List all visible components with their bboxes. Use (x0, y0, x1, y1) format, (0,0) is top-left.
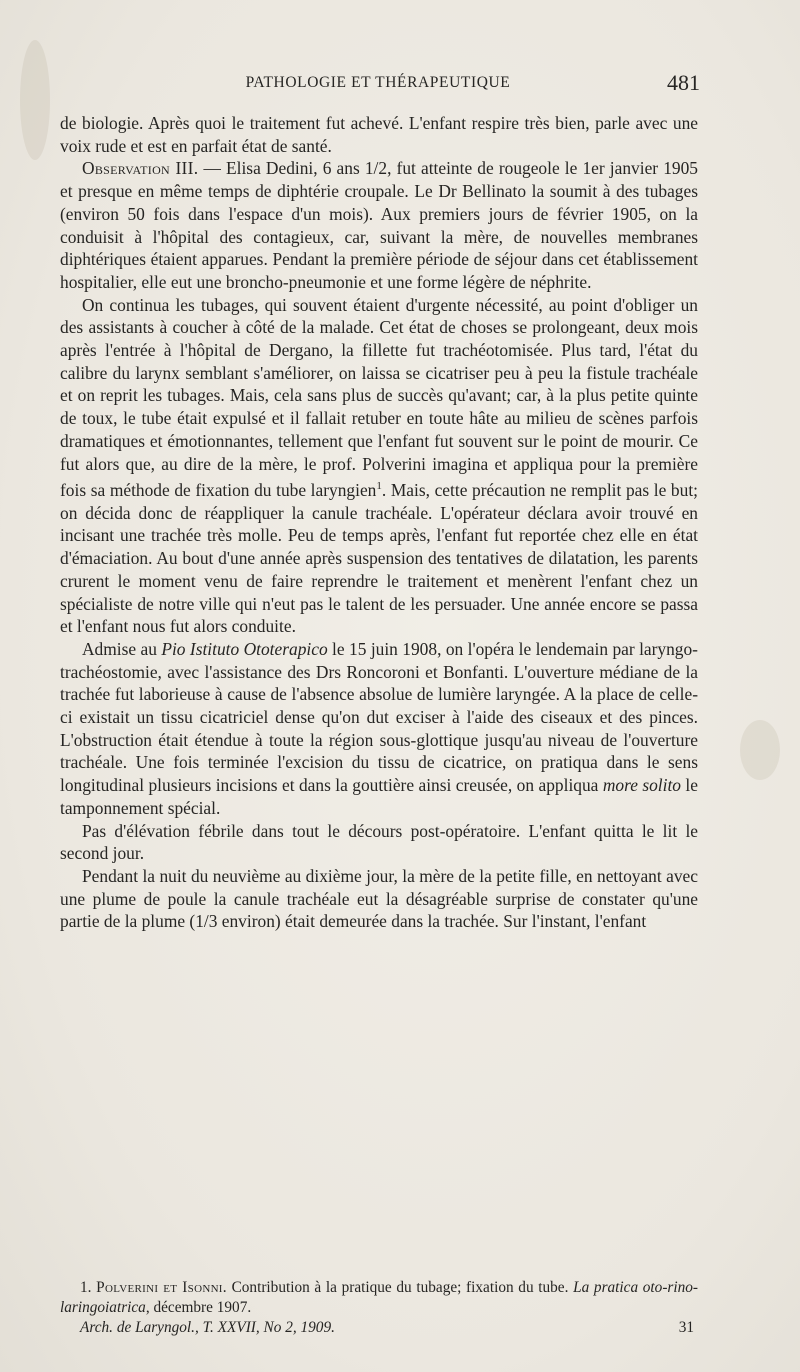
paragraph-4-a: Admise au (82, 638, 162, 659)
footnote-1 (60, 1278, 698, 1318)
footnote-text-a: Contribution à la pratique du tubage; fixation du tube. (226, 1279, 574, 1296)
institute-name: Pio Istituto Ototerapico (161, 638, 328, 659)
signature-line (60, 1318, 698, 1338)
page-number: 481 (667, 70, 700, 95)
paragraph-3 (60, 294, 698, 638)
paper-stain (740, 720, 780, 780)
paragraph-3-text: On continua les tubages, qui souvent étaient d'urgente nécessité, au point d'obliger un des assistants à coucher à côté de la malade. Cet état de choses se prolongeant, deux mois après l'entrée à l'hôpital de Dergano, la fillette fut trachéotomisée. Plus tard, l'état du calibre du larynx semblant s'améliorer, on laissa se cicatriser peu à peu la fistule trachéale et on reprit les tubages. Mais, cela sans plus de succès qu'avant; car, à la plus petite quinte de toux, le tube était expulsé et il fallait retuber en toute hâte au milieu de scènes parfois dramatiques et émotionnantes, tellement que l'enfant fut souvent sur le point de mourir. Ce fut alors que, au dire de la mère, le prof. Polverini imagina et appliqua pour la première fois sa méthode de fixation du tube laryngien (60, 294, 698, 501)
paragraph-3-tail: . Mais, cette précaution ne remplit pas le but; on décida donc de réappliquer la canule trachéale. L'opérateur déclara avoir trouvé en incisant une trachée très molle. Peu de temps après, l'enfant fut reportée chez elle en état d'émaciation. Au bout d'une année après suspension des tentatives de dilatation, les parents crurent le moment venu de faire reprendre le traitement et menèrent l'enfant chez un spécialiste de notre ville qui n'eut pas le talent de les persuader. Une année encore se passa et l'enfant nous fut alors conduite. (60, 480, 698, 637)
body-text (60, 112, 698, 933)
footnotes (60, 1278, 698, 1338)
paragraph-5-text: Pas d'élévation fébrile dans tout le décours post-opératoire. L'enfant quitta le lit le second jour. (60, 820, 698, 864)
journal-signature: Arch. de Laryngol., T. XXVII, No 2, 1909. (80, 1319, 335, 1336)
observation-label: Observation III. (82, 158, 199, 179)
running-title: PATHOLOGIE ET THÉRAPEUTIQUE (245, 74, 511, 91)
footnote-ref: 1 (376, 480, 382, 493)
paragraph-observation-iii (60, 157, 698, 293)
footnote-authors: Polverini et Isonni. (96, 1279, 227, 1296)
observation-text: — Elisa Dedini, 6 ans 1/2, fut atteinte de rougeole le 1er janvier 1905 et presque en même temps de diphtérie croupale. Le Dr Bellinato la soumit à des tubages (environ 50 fois dans l'espace d'un mois). Aux premiers jours de février 1905, on la conduisit à l'hôpital des contagieux, car, suivant la mère, de nouvelles membranes diphtériques étaient apparues. Pendant la première période de séjour dans cet établissement hospitalier, elle eut une broncho-pneumonie et une forme légère de néphrite. (60, 158, 698, 292)
footnote-journal: La pratica oto-rino-laringoiatrica (60, 1279, 699, 1316)
footnote-text-b: , décembre 1907. (145, 1299, 252, 1316)
more-solito: more solito (602, 775, 681, 796)
signature-page: 31 (678, 1319, 694, 1336)
paragraph-6 (60, 865, 698, 933)
paragraph-6-text: Pendant la nuit du neuvième au dixième jour, la mère de la petite fille, en nettoyant avec une plume de poule la canule trachéale eut la désagréable surprise de constater qu'une partie de la plume (1/3 environ) était demeurée dans la trachée. Sur l'instant, l'enfant (60, 866, 698, 932)
paragraph-4-b: le 15 juin 1908, on l'opéra le lendemain par laryngo-trachéostomie, avec l'assistance des Drs Roncoroni et Bonfanti. L'ouverture médiane de la trachée fut laborieuse à cause de l'absence absolue de lumière laryngée. A la place de celle-ci existait un tissu cicatriciel dense qu'on dut exciser à l'aide des ciseaux et des pinces. L'obstruction était étendue à toute la région sous-glottique jusqu'au niveau de l'ouverture trachéale. Une fois terminée l'excision du tissu de cicatrice, on pratiqua dans le sens longitudinal plusieurs incisions et dans la gouttière ainsi creusée, on appliqua (60, 638, 698, 796)
paragraph-1 (60, 112, 698, 157)
paragraph-4-c: le tamponnement spécial. (60, 775, 698, 818)
paper-stain (20, 40, 50, 160)
paragraph-1-text: de biologie. Après quoi le traitement fut achevé. L'enfant respire très bien, parle avec une voix rude et est en parfait état de santé. (60, 113, 698, 156)
running-head (58, 70, 698, 96)
paragraph-5 (60, 820, 698, 865)
footnote-number: 1. (80, 1279, 97, 1296)
paragraph-4 (60, 638, 698, 820)
